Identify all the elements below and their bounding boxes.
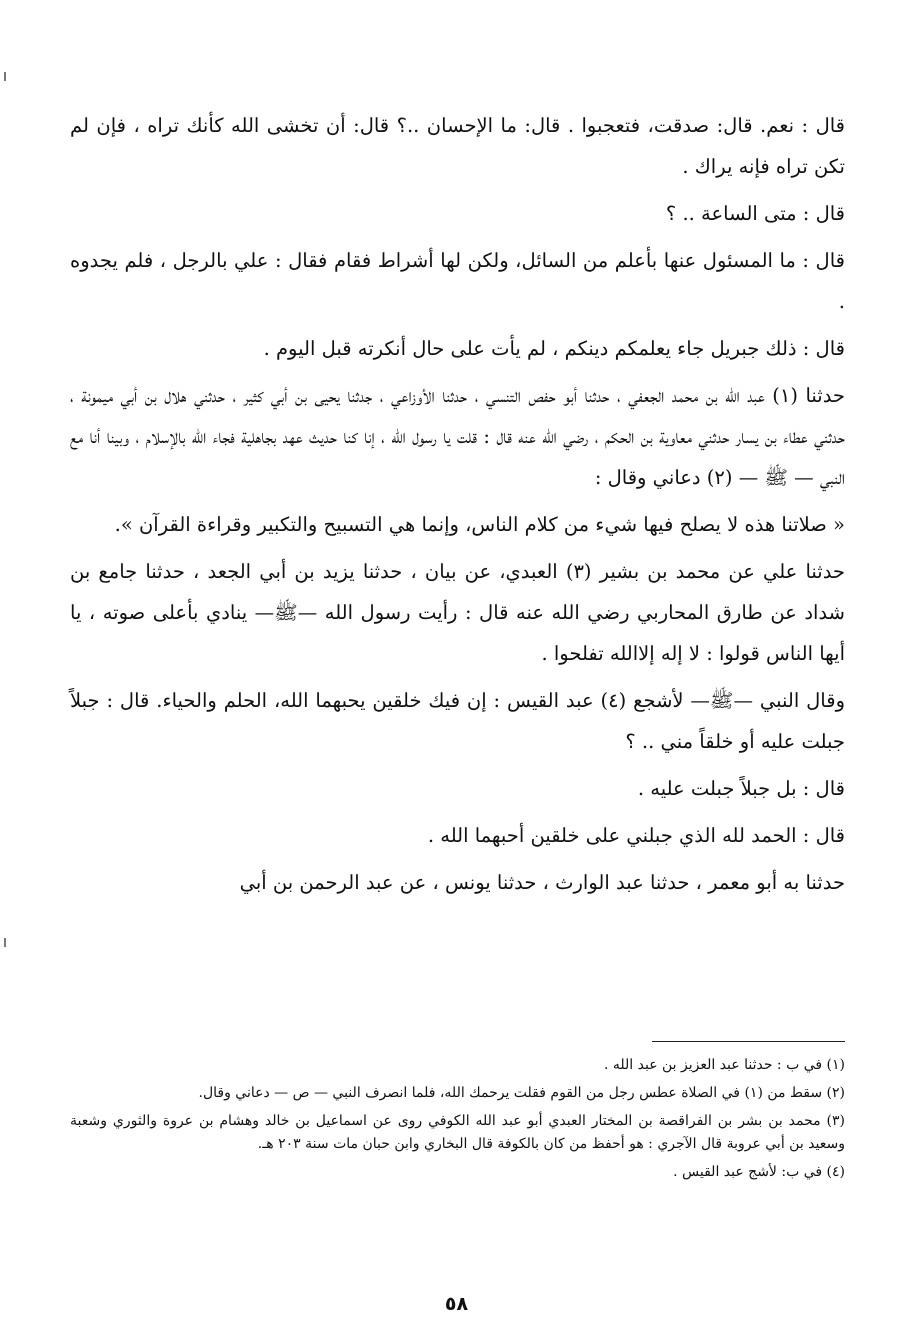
- paragraph: قال : بل جبلاً جبلت عليه .: [637, 777, 845, 800]
- paragraph: حدثنا (١) عبد الله بن محمد الجعفي ، حدثنا أبو حفص التنسي ، حدثنا الأوزاعي ، جدثنا يحيى بن أبي كثير ، حدثني هلال بن أبي ميمونة ، حدثني عطاء بن يسار حدثني معاوية بن الحكم ، رضي الله عنه قال : قلت يا رسول الله ، إنا كنا حديث عهد بجاهلية فجاء الله بالإسلام ، وبينا أنا مع النبي — ﷺ — (٢) دعاني وقال :: [70, 384, 845, 489]
- paragraph: حدثنا به أبو معمر ، حدثنا عبد الوارث ، حدثنا يونس ، عن عبد الرحمن بن أبي: [239, 871, 845, 894]
- footnote: (٤) في ب: لأشج عبد القيس .: [673, 1164, 845, 1180]
- scan-mark-left-top: [4, 72, 6, 81]
- paragraph: قال : ما المسئول عنها بأعلم من السائل، ولكن لها أشراط فقام فقال : علي بالرجل ، فلم يجدوه .: [70, 249, 845, 313]
- paragraph: قال : الحمد لله الذي جبلني على خلقين أحبهما الله .: [427, 824, 845, 847]
- scan-mark-left-bottom: [4, 938, 6, 947]
- page-number: ٥٨: [444, 1293, 469, 1315]
- paragraph: قال : ذلك جبريل جاء يعلمكم دينكم ، لم يأت على حال أنكرته قبل اليوم .: [263, 337, 845, 360]
- footnotes: [70, 1054, 845, 1189]
- main-text: [70, 105, 845, 909]
- footnote-separator: [652, 1041, 845, 1042]
- paragraph: قال : نعم. قال: صدقت، فتعجبوا . قال: ما الإحسان ..؟ قال: أن تخشى الله كأنك تراه ، فإن لم تكن تراه فإنه يراك .: [70, 114, 845, 178]
- footnote: (١) في ب : حدثنا عبد العزيز بن عبد الله .: [603, 1057, 845, 1073]
- footnote: (٣) محمد بن بشر بن الفراقصة بن المختار العبدي أبو عبد الله الكوفي روى عن اسماعيل بن خالد وهشام بن عروة والثوري وشعبة وسعيد بن أبي عروبة قال الآجري : هو أحفظ من كان بالكوفة قال البخاري وابن حبان مات سنة ٢٠٣ هـ.: [70, 1113, 845, 1152]
- footnote: (٢) سقط من (١) في الصلاة عطس رجل من القوم فقلت يرحمك الله، فلما انصرف النبي — ص — دعاني وقال.: [198, 1085, 845, 1101]
- paragraph: وقال النبي —ﷺ— لأشجع (٤) عبد القيس : إن فيك خلقين يحبهما الله، الحلم والحياء. قال : جبلاً جبلت عليه أو خلقاً مني .. ؟: [70, 689, 845, 753]
- paragraph: قال : متى الساعة .. ؟: [665, 202, 845, 225]
- paragraph: حدثنا علي عن محمد بن بشير (٣) العبدي، عن بيان ، حدثنا يزيد بن أبي الجعد ، حدثنا جامع بن شداد عن طارق المحاربي رضي الله عنه قال : رأيت رسول الله —ﷺ— ينادي بأعلى صوته ، يا أيها الناس قولوا : لا إله إلاالله تفلحوا .: [70, 560, 845, 665]
- paragraph: « صلاتنا هذه لا يصلح فيها شيء من كلام الناس، وإنما هي التسبيح والتكبير وقراءة القرآن ».: [114, 513, 845, 536]
